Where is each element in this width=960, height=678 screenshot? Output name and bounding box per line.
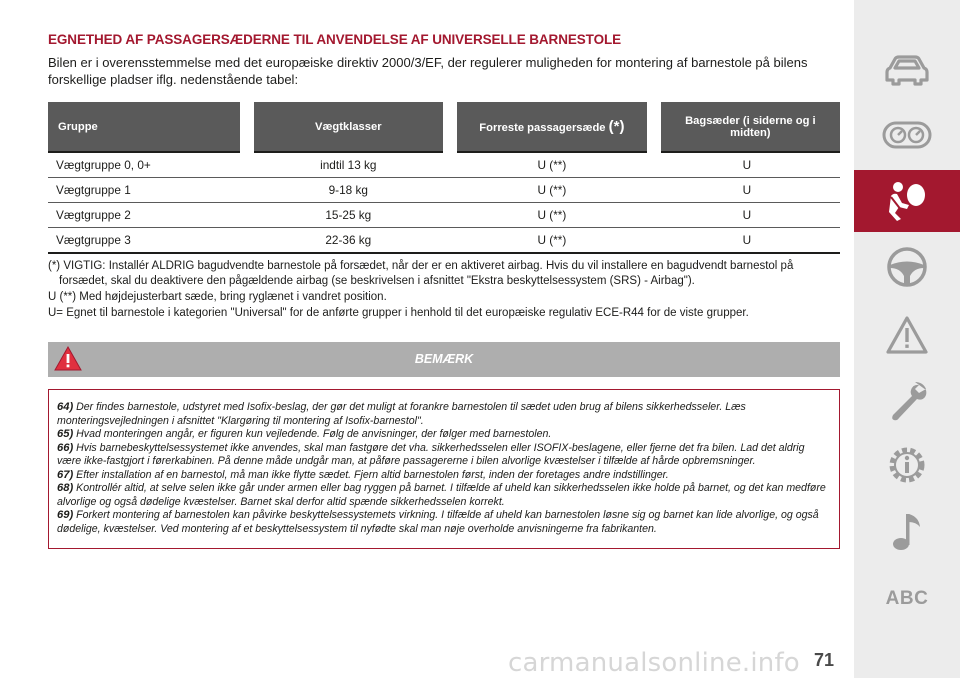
warning-triangle-icon — [885, 315, 929, 355]
table-row — [48, 228, 840, 254]
cell-vaegt: 22-36 kg — [247, 228, 451, 254]
note-star: (*) VIGTIG: Installér ALDRIG bagudvendte barnestole på forsædet, når der er en aktiveret airbag. Hvis du vil installere en bagudvendt barnestol på forsædet, skal du deaktivere den pågældende airbag (se beskrivelsen i afsnittet "Ekstra beskyttelsessystem (SRS) - Airbag"). — [48, 260, 794, 287]
bemaerk-item-text: Forkert montering af barnestolen kan påvirke beskyttelsessystemets virkning. I tilfælde af uheld kan barnestolen løsne sig og barnet kan lide alvorlige, og også dødelige, kvæstelser. Ved montering af et beskyttelsessystem til nyfødte skal man nøje overholde anvisningerne fra fabrikanten. — [57, 509, 819, 535]
bemaerk-item-number: 69) — [57, 509, 74, 521]
cell-bag: U — [654, 152, 840, 178]
cell-vaegt: 15-25 kg — [247, 203, 451, 228]
header-forreste — [450, 102, 654, 152]
bemaerk-label: BEMÆRK — [414, 352, 474, 366]
note-u-definition: U= Egnet til barnestole i kategorien "Universal" for de anførte grupper i henhold til det europæiske regulativ ECE-R44 for de viste grupper. — [48, 307, 749, 319]
bemaerk-header — [48, 342, 840, 377]
sidebar-item-maintenance[interactable] — [854, 370, 960, 432]
cell-bag: U — [654, 178, 840, 203]
sidebar-item-index[interactable] — [854, 568, 960, 630]
bemaerk-item-text: Der findes barnestole, udstyret med Isofix-beslag, der gør det muligt at forankre barnestolen til sædet uden brug af bilens sikkerhedsseler. Læs monteringsvejledningen i afsnittet "Klargøring til montering af Isofix-barnestol". — [57, 401, 746, 427]
intro-paragraph: Bilen er i overensstemmelse med det europæiske direktiv 2000/3/EF, der regulerer muligheden for montering af barnestole på bilens forskellige pladser iflg. nedenstående tabel: — [48, 55, 808, 87]
gear-info-icon — [885, 443, 929, 487]
bemaerk-item — [57, 401, 831, 428]
bemaerk-item — [57, 482, 831, 509]
car-icon — [884, 54, 930, 88]
abc-index-label: ABC — [885, 588, 929, 609]
bemaerk-item — [57, 469, 831, 483]
sidebar-item-multimedia[interactable] — [854, 500, 960, 562]
bemaerk-item-text: Hvad monteringen angår, er figuren kun vejledende. Følg de anvisninger, der følger med barnestolen. — [76, 428, 552, 440]
header-gruppe: Gruppe — [48, 102, 247, 152]
cell-gruppe: Vægtgruppe 2 — [48, 203, 247, 228]
chapter-sidebar — [854, 0, 960, 678]
bemaerk-item-text: Kontrollér altid, at selve selen ikke går under armen eller bag ryggen på barnet. I tilfælde af uheld kan sikkerhedsselen ikke holde på barnet, og det kan medføre alvorlige og også dødelige kvæstelser. Barnet skal derfor altid spænde sikkerhedsselen korrekt. — [57, 482, 826, 508]
bemaerk-item-text: Efter installation af en barnestol, må man ikke flytte sædet. Fjern altid barnestolen først, inden der foretages andre indstillinger. — [76, 468, 669, 481]
header-forreste-mark: (*) — [608, 118, 625, 135]
bemaerk-item — [57, 509, 831, 536]
sidebar-item-technical-data[interactable] — [854, 434, 960, 496]
bemaerk-item-number: 66) — [57, 441, 74, 454]
seatbelt-airbag-icon — [885, 179, 929, 223]
sidebar-item-driving[interactable] — [854, 236, 960, 298]
bemaerk-item — [57, 428, 831, 442]
bemaerk-item-number: 67) — [57, 468, 74, 481]
cell-forreste: U (**) — [450, 152, 654, 178]
bemaerk-item-number: 65) — [57, 428, 74, 440]
cell-gruppe: Vægtgruppe 1 — [48, 178, 247, 203]
cell-forreste: U (**) — [450, 228, 654, 254]
bemaerk-item-number: 68) — [57, 482, 74, 494]
steering-wheel-icon — [886, 246, 928, 288]
cell-forreste: U (**) — [450, 178, 654, 203]
dashboard-gauges-icon — [882, 120, 932, 150]
cell-gruppe: Vægtgruppe 0, 0+ — [48, 152, 247, 178]
page-number: 71 — [814, 650, 835, 670]
main-content — [48, 32, 840, 549]
section-title: EGNETHED AF PASSAGERSÆDERNE TIL ANVENDELSE AF UNIVERSELLE BARNESTOLE — [48, 32, 622, 47]
music-note-icon — [889, 509, 925, 553]
sidebar-item-emergency[interactable] — [854, 304, 960, 366]
bemaerk-box — [48, 389, 840, 549]
header-forreste-label: Forreste passagersæde — [479, 122, 606, 134]
cell-bag: U — [654, 228, 840, 254]
wrench-icon — [885, 379, 929, 423]
bemaerk-item-text: Hvis barnebeskyttelsessystemet ikke anvendes, skal man fastgøre det vha. sikkerhedsselen eller ISOFIX-beslagene, eller fjerne det fra bilen. Lad det aldrig være ikke-fastgjort i førerkabinen. På denne måde undgår man, at påføre passagererne i bilen alvorlige kvæstelser i tilfælde af hårde opbremsninger. — [57, 441, 805, 467]
watermark: carmanualsonline.info — [508, 648, 800, 678]
cell-gruppe: Vægtgruppe 3 — [48, 228, 247, 254]
table-row — [48, 152, 840, 178]
table-notes — [48, 259, 840, 321]
cell-vaegt: 9-18 kg — [247, 178, 451, 203]
cell-forreste: U (**) — [450, 203, 654, 228]
header-vaegtklasser: Vægtklasser — [247, 102, 451, 152]
note-double-star: U (**) Med højdejusterbart sæde, bring ryglænet i vandret position. — [48, 291, 387, 303]
table-row — [48, 203, 840, 228]
cell-vaegt: indtil 13 kg — [247, 152, 451, 178]
sidebar-item-dashboard[interactable] — [854, 104, 960, 166]
cell-bag: U — [654, 203, 840, 228]
classification-table — [48, 102, 840, 254]
bemaerk-item-number: 64) — [57, 401, 74, 413]
header-bagsaeder: Bagsæder (i siderne og i midten) — [654, 102, 840, 152]
sidebar-item-car[interactable] — [854, 40, 960, 102]
sidebar-item-safety[interactable] — [854, 170, 960, 232]
bemaerk-item — [57, 442, 831, 469]
table-row — [48, 178, 840, 203]
